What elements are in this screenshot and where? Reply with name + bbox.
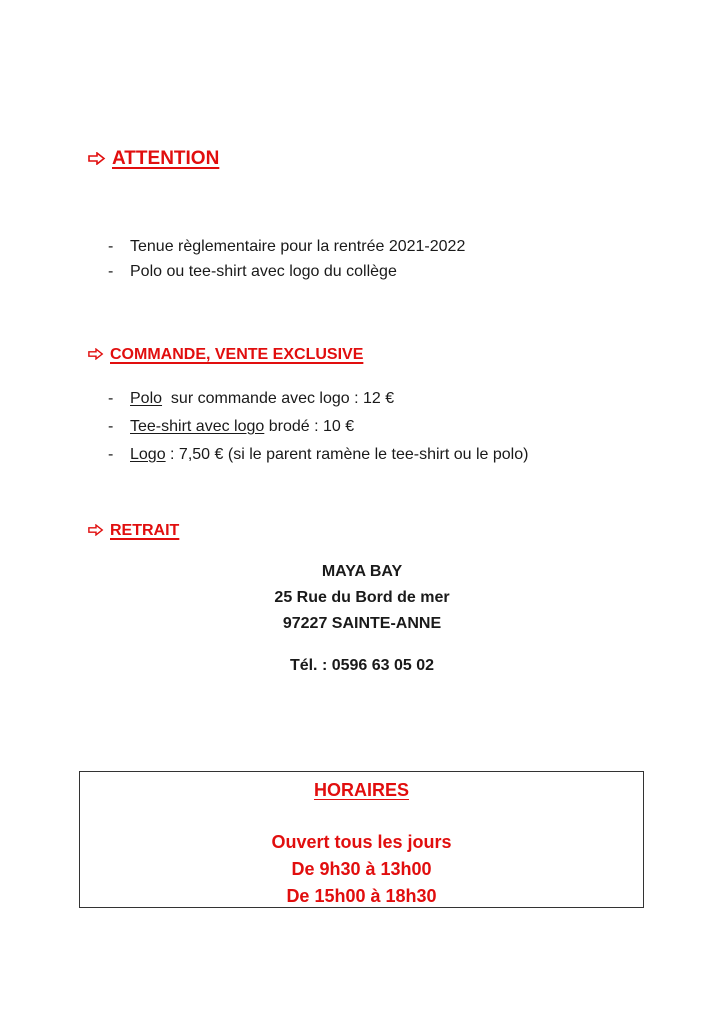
list-item: - Polo ou tee-shirt avec logo du collège xyxy=(108,259,465,284)
shop-phone: Tél. : 0596 63 05 02 xyxy=(289,657,435,674)
item-underlined: Polo xyxy=(130,390,163,407)
pickup-phone-block xyxy=(0,653,724,679)
list-item xyxy=(108,385,528,413)
item-rest: : 7,50 € (si le parent ramène le tee-shirt ou le polo) xyxy=(165,446,529,463)
list-item xyxy=(108,441,528,469)
hours-lines xyxy=(80,829,643,910)
shop-street: 25 Rue du Bord de mer xyxy=(274,589,450,606)
heading-commande-label: COMMANDE, VENTE EXCLUSIVE xyxy=(110,346,364,363)
list-item xyxy=(108,413,528,441)
item-rest: brodé : 10 € xyxy=(264,418,355,435)
hours-line: Ouvert tous les jours xyxy=(271,832,452,852)
hours-line: De 9h30 à 13h00 xyxy=(291,859,432,879)
item-underlined: Tee-shirt avec logo xyxy=(130,418,265,435)
list-item: - Tenue règlementaire pour la rentrée 2021-2022 xyxy=(108,234,465,259)
attention-list xyxy=(108,234,465,284)
heading-attention xyxy=(88,148,219,170)
hours-line: De 15h00 à 18h30 xyxy=(286,886,437,906)
pickup-address xyxy=(0,559,724,637)
heading-attention-label: ATTENTION xyxy=(112,148,220,169)
shop-city: 97227 SAINTE-ANNE xyxy=(282,615,442,632)
item-underlined: Logo xyxy=(130,446,166,463)
hours-title: HORAIRES xyxy=(313,780,409,800)
shop-name: MAYA BAY xyxy=(321,563,403,580)
heading-retrait-label: RETRAIT xyxy=(110,522,180,539)
hours-box xyxy=(79,771,644,908)
arrow-right-icon xyxy=(88,152,106,165)
item-rest: sur commande avec logo : 12 € xyxy=(162,390,395,407)
heading-retrait xyxy=(88,522,179,540)
heading-commande xyxy=(88,346,363,364)
arrow-right-icon xyxy=(88,348,104,360)
arrow-right-icon xyxy=(88,524,104,536)
commande-list xyxy=(108,385,528,469)
